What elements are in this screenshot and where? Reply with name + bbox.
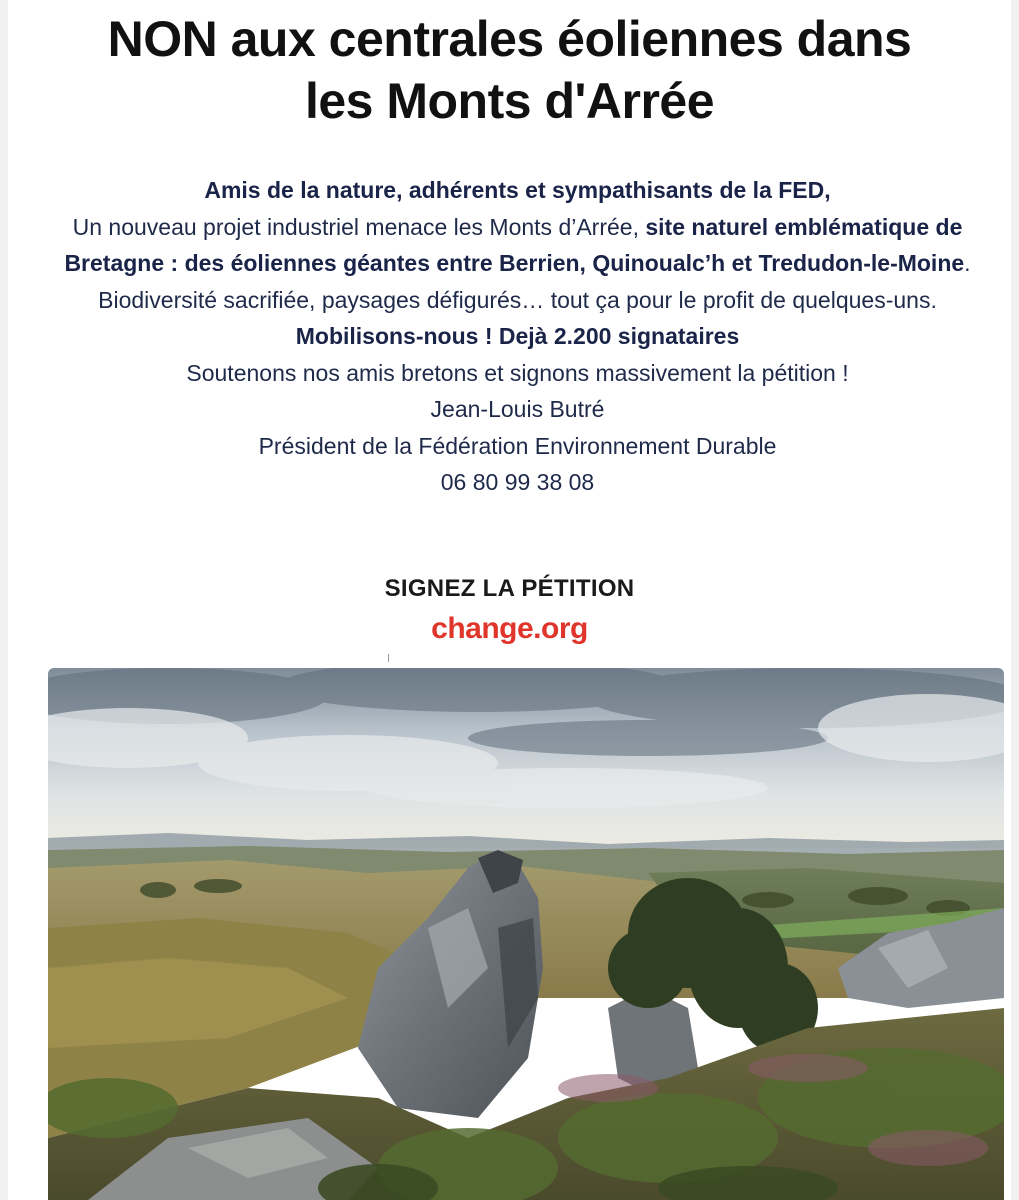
- sign-petition-label[interactable]: SIGNEZ LA PÉTITION: [384, 575, 635, 602]
- paragraph-highlight: site naturel emblématique de Bretagne : des éoliennes géantes entre Berrien, Quinoualc’h et Tredudon-le-Moine: [64, 213, 965, 276]
- divider-tick: [388, 654, 389, 662]
- signer-name: Jean-Louis Butré: [430, 396, 605, 422]
- page-title: [8, 8, 1011, 132]
- paragraph-tail: . Biodiversité sacrifiée, paysages défigurés… tout ça pour le profit de quelques-uns.: [98, 250, 971, 313]
- title-line-1: NON aux centrales éoliennes dans: [107, 11, 912, 67]
- change-org-link[interactable]: change.org: [431, 612, 588, 645]
- mobilize-line: Mobilisons-nous ! Dejà 2.200 signataires: [295, 323, 740, 349]
- signer-title: Président de la Fédération Environnement Durable: [258, 432, 777, 459]
- title-line-2: les Monts d'Arrée: [304, 73, 715, 129]
- message-body: [22, 172, 1013, 501]
- support-line: Soutenons nos amis bretons et signons massivement la pétition !: [186, 359, 849, 386]
- main-paragraph: [22, 209, 1013, 319]
- phone-number: 06 80 99 38 08: [440, 469, 595, 495]
- landscape-photo: [48, 668, 1004, 1200]
- greeting: Amis de la nature, adhérents et sympathisants de la FED,: [204, 177, 831, 203]
- paragraph-intro: Un nouveau projet industriel menace les Monts d’Arrée,: [72, 213, 646, 240]
